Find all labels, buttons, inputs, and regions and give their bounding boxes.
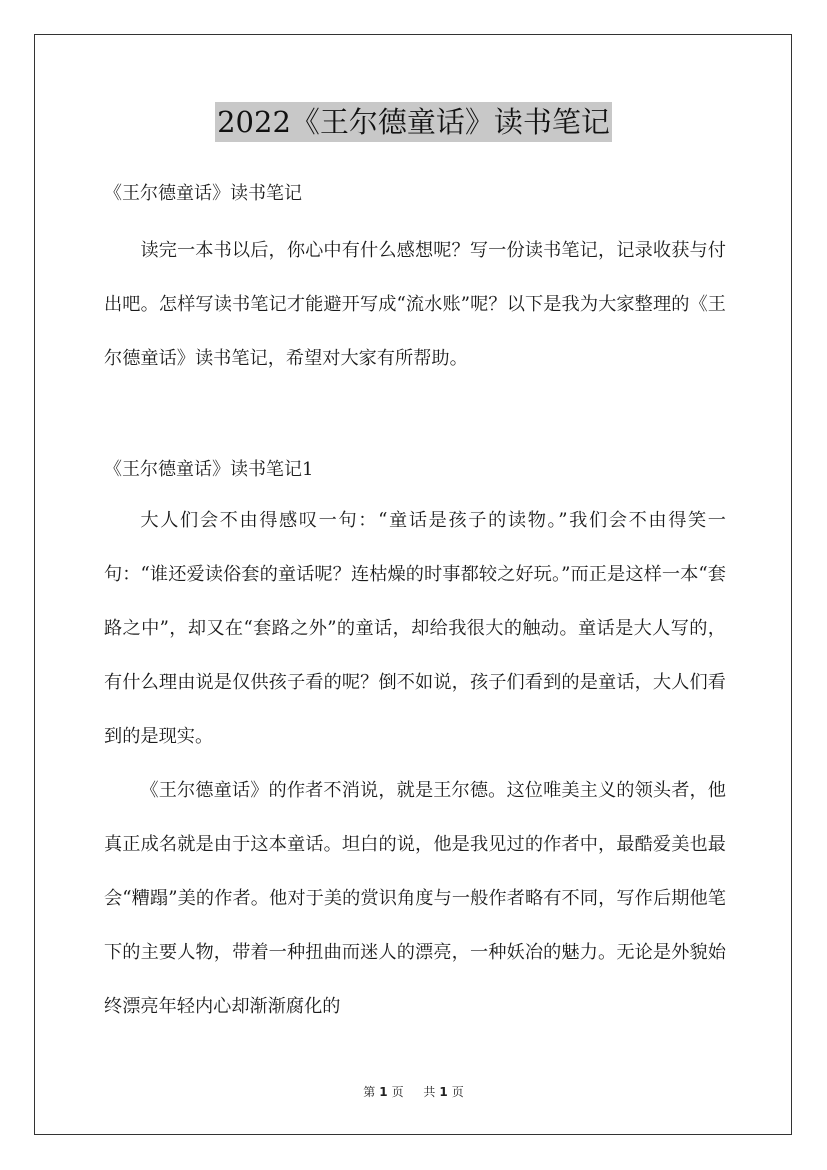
total-pages: 共 1 页 (423, 1085, 464, 1099)
document-body (104, 172, 726, 1034)
document-title: 2022《王尔德童话》读书笔记 (215, 102, 612, 142)
body-paragraph-2: 《王尔德童话》的作者不消说，就是王尔德。这位唯美主义的领头者，他真正成名就是由于这本童话。坦白的说，他是我见过的作者中，最酷爱美也最会“糟蹋”美的作者。他对于美的赏识角度与一般作者略有不同，写作后期他笔下的主要人物，带着一种扭曲而迷人的漂亮，一种妖冶的魅力。无论是外貌始终漂亮年轻内心却渐渐腐化的 (104, 780, 726, 1017)
section-heading: 《王尔德童话》读书笔记1 (104, 459, 314, 480)
page-footer (0, 1083, 827, 1100)
intro-paragraph: 读完一本书以后，你心中有什么感想呢？写一份读书笔记，记录收获与付出吧。怎样写读书笔记才能避开写成“流水账”呢？以下是我为大家整理的《王尔德童话》读书笔记，希望对大家有所帮助。 (104, 240, 726, 369)
document-subtitle: 《王尔德童话》读书笔记 (104, 183, 302, 204)
page-number: 第 1 页 (363, 1085, 404, 1099)
body-paragraph-1: 大人们会不由得感叹一句：“童话是孩子的读物。”我们会不由得笑一句：“谁还爱读俗套的童话呢？连枯燥的时事都较之好玩。”而正是这样一本“套路之中”，却又在“套路之外”的童话，却给我很大的触动。童话是大人写的，有什么理由说是仅供孩子看的呢？倒不如说，孩子们看到的是童话，大人们看到的是现实。 (104, 510, 726, 747)
title-container (0, 102, 827, 142)
